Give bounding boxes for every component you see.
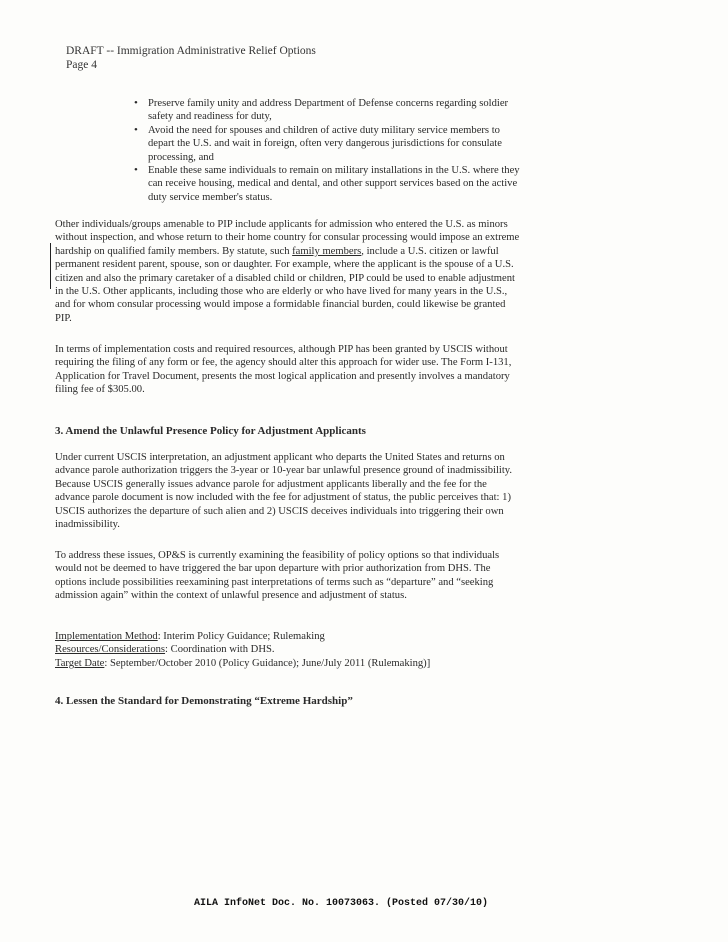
paragraph-address-issues: To address these issues, OP&S is currently examining the feasibility of policy options so that individuals would not be deemed to have triggered the bar upon departure with prior authorization from DHS. The options include possibilities reexamining past interpretations of terms such as “departure” and “seeking admission again” within the context of unlawful presence and adjustment of status. (55, 550, 500, 602)
footer-doc-number: AILA InfoNet Doc. No. 10073063. (Posted 07/30/10) (194, 898, 489, 909)
section-heading-3: 3. Amend the Unlawful Presence Policy for Adjustment Applicants (55, 425, 366, 437)
target-date-line (55, 657, 525, 670)
resources-label: Resources/Considerations (55, 644, 166, 656)
para-other-underlined: family members (292, 245, 362, 257)
paragraph-other-individuals (55, 218, 523, 325)
header-page-number: Page 4 (66, 59, 97, 71)
implementation-block (55, 630, 525, 670)
header-title: DRAFT -- Immigration Administrative Relief Options (66, 45, 316, 57)
bullet-item: • Preserve family unity and address Department of Defense concerns regarding soldier safety and readiness for duty, (148, 97, 528, 124)
target-date-label: Target Date (55, 657, 105, 669)
implementation-method-value: : Interim Policy Guidance; Rulemaking (157, 631, 325, 642)
paragraph-implementation-costs: In terms of implementation costs and required resources, although PIP has been granted by USCIS without requiring the filing of any form or fee, the agency should alter this approach for wider use. The Form I-131, Application for Travel Document, presents the most logical application and presently involves a mandatory filing fee of $305.00. (55, 344, 512, 396)
para-other-after: , include a U.S. citizen or lawful permanent resident parent, spouse, son or daughter. For example, where the applicant is the spouse of a U.S. citizen and also the primary caretaker of a disabled child or children, PIP could be used to enable adjustment in the U.S. Other applicants, including those who are elderly or who have lived for many years in the U.S., and for whom consular processing would impose a formidable financial burden, could likewise be granted PIP. (55, 245, 515, 324)
bullet-list (148, 97, 528, 204)
resources-line (55, 643, 525, 656)
para-other-before: Other individuals/groups amenable to PIP include applicants for admission who entered the U.S. as minors without inspection, and whose return to their home country for consular processing would impose an extreme hardship on qualified family members. By statute, such (55, 219, 520, 257)
section-heading-4: 4. Lessen the Standard for Demonstrating “Extreme Hardship” (55, 695, 353, 707)
paragraph-uscis-interpretation: Under current USCIS interpretation, an adjustment applicant who departs the United States and returns on advance parole authorization triggers the 3-year or 10-year bar unlawful presence ground of inadmissibility. Because USCIS generally issues advance parole for adjustment applicants liberally and the fee for the advance parole document is now included with the fee for adjustment of status, the public perceives that: 1) USCIS authorizes the departure of such alien and 2) USCIS deceives individuals into triggering their own inadmissibility. (55, 452, 513, 531)
bullet-item: • Enable these same individuals to remain on military installations in the U.S. where they can receive housing, medical and dental, and other support services based on the active duty service member's status. (148, 164, 528, 204)
resources-value: : Coordination with DHS. (165, 644, 275, 656)
page-header (66, 44, 316, 72)
revision-margin-bar (50, 243, 51, 289)
target-date-value: : September/October 2010 (Policy Guidance); June/July 2011 (Rulemaking)] (104, 657, 431, 669)
bullet-item: • Avoid the need for spouses and children of active duty military service members to depart the U.S. and wait in foreign, often very dangerous jurisdictions for consulate processing, and (148, 124, 528, 164)
implementation-method-line (55, 630, 525, 643)
implementation-method-label: Implementation Method (55, 631, 158, 642)
